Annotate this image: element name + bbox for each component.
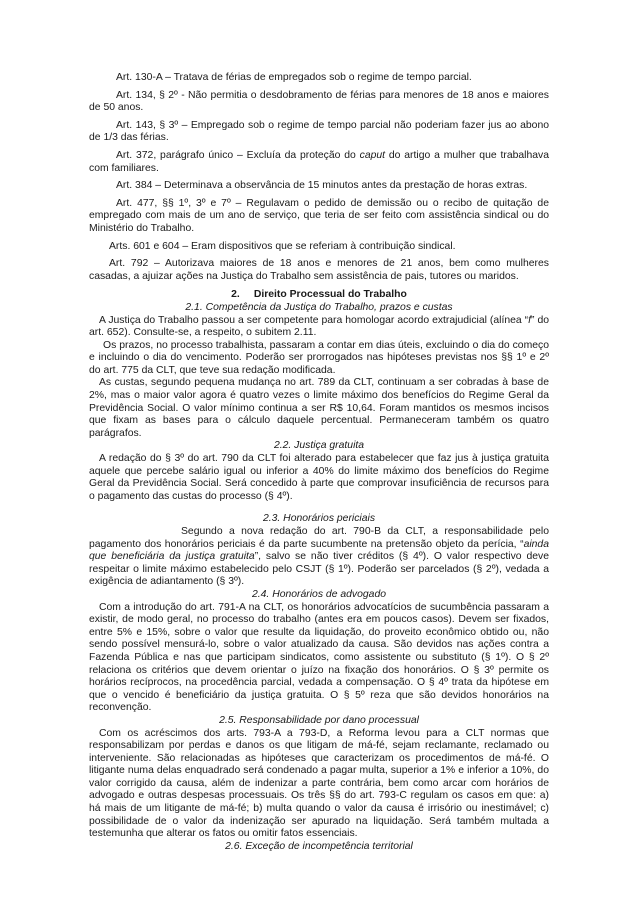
article-130a: Art. 130-A – Tratava de férias de empregados sob o regime de tempo parcial.	[116, 72, 472, 83]
subsection-2-1-paragraph-3: As custas, segundo pequena mudança no art. 789 da CLT, continuam a ser cobradas à base de 2%, mas o maior valor agora é quatro vezes o limite máximo dos benefícios do Regime Geral da Previdência Social. O valor mínimo continua a ser R$ 10,64. Foram mantidos os mesmos incisos que fixam as bases para o cálculo daquele percentual. Permaneceram também os quatro parágrafos.	[89, 377, 549, 439]
subsection-2-5-paragraph-1: Com os acréscimos dos arts. 793-A a 793-D, a Reforma levou para a CLT normas que responsabilizam por perdas e danos os que litigam de má-fé, sejam reclamante, reclamado ou interveniente. São relacionadas as hipóteses que caracterizam os procedimentos de má-fé. O litigante numa delas enquadrado será condenado a pagar multa, superior a 1% e inferior a 10%, do valor corrigido da causa, além de indenizar a parte contrária, bem como arcar com horários de advogado e outras despesas processuais. Os três §§ do art. 793-C regulam os casos em que: a) há mais de um litigante de má-fé; b) multa quando o valor da causa é irrisório ou inestimável; c) possibilidade de o valor da indenização ser apurado na liquidação. Será também multada a testemunha que alterar os fatos ou omitir fatos essenciais.	[89, 727, 549, 840]
article-792: Art. 792 – Autorizava maiores de 18 anos e menores de 21 anos, bem como mulheres casadas, a ajuizar ações na Justiça do Trabalho sem assistência de pais, tutores ou maridos.	[89, 258, 549, 282]
s2-3-p1-text-end: ”, salvo se não tiver créditos (§ 4º). O valor respectivo deve respeitar o limite máximo estabelecido pelo CSJT (§ 1º). Poderão ser parcelados (§ 2º), vedada a exigência de adiantamento (§ 3º).	[89, 551, 549, 588]
articles-601-604: Arts. 601 e 604 – Eram dispositivos que se referiam à contribuição sindical.	[109, 240, 456, 252]
s2-1-p1-text: A Justiça do Trabalho passou a ser competente para homologar acordo extrajudicial (alínea “	[99, 314, 529, 326]
subsection-2-1-paragraph-2: Os prazos, no processo trabalhista, passaram a contar em dias úteis, excluindo o dia do começo e incluindo o dia do vencimento. Poderão ser prorrogados nas hipóteses previstas nos §§ 1º e 2º do art. 775 da CLT, que teve sua redação modificada.	[89, 339, 549, 376]
subsection-2-1-paragraph-1	[89, 315, 549, 340]
article-372-caput: caput	[359, 149, 386, 161]
section-2-number: 2.	[231, 289, 240, 301]
article-372	[89, 150, 549, 175]
s2-1-p1-text-end: ” do art. 652). Consulte-se, a respeito, o subitem 2.11.	[89, 314, 550, 339]
article-143: Art. 143, § 3º – Empregado sob o regime de tempo parcial não poderiam fazer jus ao abono de 1/3 das férias.	[89, 119, 549, 144]
subsection-2-1-title: 2.1. Competência da Justiça do Trabalho, prazos e custas	[185, 301, 453, 313]
subsection-2-3-paragraph-1	[89, 526, 549, 589]
s2-3-p1-quote: ainda que beneficiária da justiça gratuita	[89, 538, 549, 563]
document-page	[89, 72, 549, 853]
article-134: Art. 134, § 2º - Não permitia o desdobramento de férias para menores de 18 anos e maiores de 50 anos.	[89, 89, 549, 114]
section-2-heading	[89, 289, 549, 302]
article-384: Art. 384 – Determinava a observância de 15 minutos antes da prestação de horas extras.	[116, 180, 528, 192]
subsection-2-4-title: 2.4. Honorários de advogado	[251, 588, 387, 600]
subsection-2-3-title: 2.3. Honorários periciais	[262, 513, 376, 525]
article-372-text: Art. 372, parágrafo único – Excluía da proteção do	[116, 149, 360, 161]
subsection-2-2-title: 2.2. Justiça gratuita	[273, 440, 365, 452]
article-477: Art. 477, §§ 1º, 3º e 7º – Regulavam o pedido de demissão ou o recibo de quitação de empregado com mais de um ano de serviço, que teria de ser feito com assistência sindical ou do Ministério do Trabalho.	[89, 197, 549, 234]
subsection-2-4-paragraph-1: Com a introdução do art. 791-A na CLT, os honorários advocatícios de sucumbência passaram a existir, de modo geral, no processo do trabalho (antes era em poucos casos). Devem ser fixados, entre 5% e 15%, sobre o valor que resulte da liquidação, do proveito econômico obtido ou, não sendo possível mensurá-lo, sobre o valor atualizado da causa. São devidos nas ações contra a Fazenda Pública e nas que participam sindicatos, como assistente ou substituto (§ 1º). O § 2º relaciona os critérios que devem orientar o juízo na fixação dos honorários. O § 3º permite os horários recíprocos, na procedência parcial, vedada a compensação. O § 4º trata da hipótese em que o vencido é beneficiário da justiça gratuita. O § 5º reza que são devidos honorários na reconvenção.	[89, 601, 549, 714]
subsection-2-5-title: 2.5. Responsabilidade por dano processual	[219, 714, 419, 726]
subsection-2-6-title: 2.6. Exceção de incompetência territorial	[225, 840, 413, 852]
subsection-2-2-paragraph-1: A redação do § 3º do art. 790 da CLT foi alterado para estabelecer que faz jus à justiça gratuita aquele que percebe salário igual ou inferior a 40% do limite máximo dos benefícios do Regime Geral da Previdência Social. Será concedido à parte que comprovar insuficiência de recursos para o pagamento das custas do processo (§ 4º).	[89, 453, 549, 502]
section-2-title: Direito Processual do Trabalho	[253, 289, 407, 301]
s2-1-p1-alinea: f	[528, 314, 532, 326]
s2-3-p1-text: Segundo a nova redação do art. 790-B da CLT, a responsabilidade pelo pagamento dos honorários periciais é da parte sucumbente na pretensão objeto da perícia, “	[89, 526, 549, 550]
article-372-text-end: do artigo a mulher que trabalhava com familiares.	[89, 149, 549, 174]
